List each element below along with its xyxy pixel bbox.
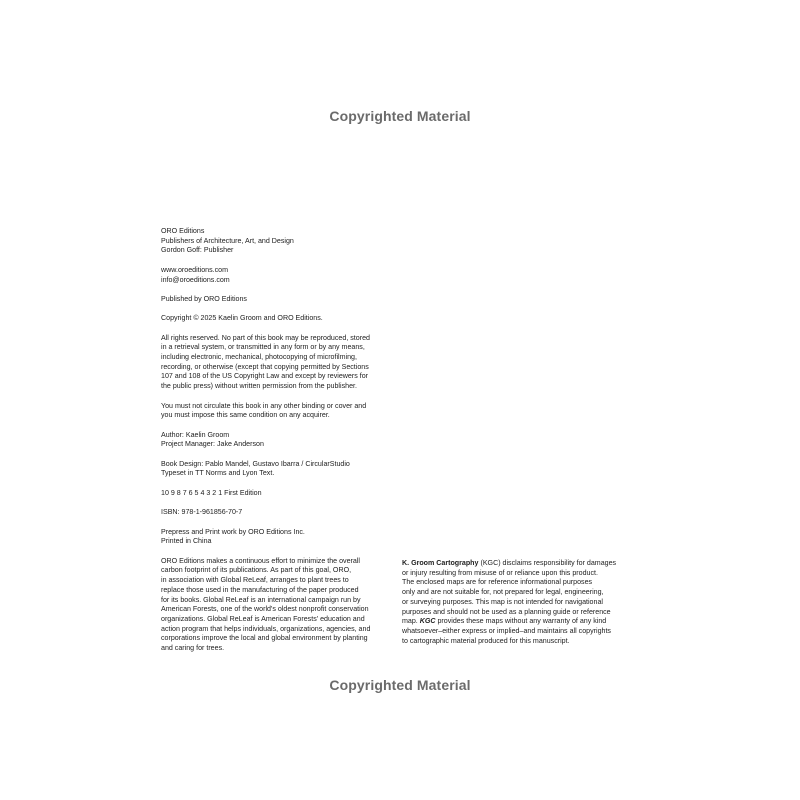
publisher-head: Gordon Goff: Publisher bbox=[161, 246, 234, 255]
book-design-credit: Book Design: Pablo Mandel, Gustavo Ibarra / CircularStudio bbox=[161, 459, 350, 468]
isbn-line: ISBN: 978-1-961856-70-7 bbox=[161, 508, 243, 517]
cartographer-abbr: (KGC) bbox=[480, 559, 501, 567]
web-block bbox=[161, 266, 391, 285]
published-by: Published by ORO Editions bbox=[161, 294, 247, 303]
rights-paragraph: All rights reserved. No part of this book may be reproduced, stored in a retrieval system, or transmitted in any form or by any means, including electronic, mechanical, photocopying of microfilming, recording, or otherwise (except that copying permitted by Sections 107 and 108 of the US Copyright Law and except by reviewers for the public press) without written permission from the publisher. bbox=[161, 333, 370, 391]
watermark-top: Copyrighted Material bbox=[329, 108, 471, 124]
email-link[interactable]: info@oroeditions.com bbox=[161, 275, 230, 284]
cartographer-name: K. Groom Cartography bbox=[402, 559, 479, 567]
printing-line: 10 9 8 7 6 5 4 3 2 1 First Edition bbox=[161, 488, 262, 497]
disclaimer-line-7: map. KGC provides these maps without any warranty of any kind bbox=[402, 617, 607, 626]
project-manager-credit: Project Manager: Jake Anderson bbox=[161, 440, 264, 449]
kgc-abbr: KGC bbox=[419, 617, 436, 626]
credits-block bbox=[161, 431, 391, 450]
typeset-credit: Typeset in TT Norms and Lyon Text. bbox=[161, 469, 275, 478]
publisher-tagline: Publishers of Architecture, Art, and Design bbox=[161, 236, 294, 245]
environment-paragraph: ORO Editions makes a continuous effort to minimize the overall carbon footprint of its publications. As part of this goal, ORO, in association with Global ReLeaf, arranges to plant trees to replace those used in the manufacturing of the paper produced for its books. Global ReLeaf is an international campaign run by American Forests, one of the world's oldest nonprofit conservation organizations. Global ReLeaf is American Forests' education and action program that helps individuals, organizations, agencies, and corporations improve the local and global environment by planting and caring for trees. bbox=[161, 556, 371, 653]
prepress-block: Prepress and Print work by ORO Editions Inc. Printed in China bbox=[161, 527, 305, 546]
website-link[interactable]: www.oroeditions.com bbox=[161, 265, 229, 274]
copyright-line: Copyright © 2025 Kaelin Groom and ORO Editions. bbox=[161, 314, 323, 323]
circulation-paragraph: You must not circulate this book in any other binding or cover and you must impose this same condition on any acquirer. bbox=[161, 401, 367, 420]
disclaimer-line-1: K. Groom Cartography (KGC) disclaims responsibility for damages bbox=[402, 559, 617, 567]
publisher-block bbox=[161, 227, 391, 256]
author-credit: Author: Kaelin Groom bbox=[161, 430, 230, 439]
cartography-disclaimer: K. Groom Cartography (KGC) disclaims responsibility for damages or injury resulting from misuse of or reliance upon this product. The enclosed maps are for reference informational purposes only and are not suitable for, not prepared for legal, engineering, or surveying purposes. This map is not intended for navigational purposes and should not be used as a planning guide or reference map. KGC provides these maps without any warranty of any kind whatsoever–either express or implied–and maintains all copyrights to cartographic material produced for this manuscript. bbox=[402, 559, 632, 646]
imprint-column bbox=[161, 227, 391, 663]
publisher-name: ORO Editions bbox=[161, 227, 205, 235]
design-block bbox=[161, 460, 391, 479]
watermark-bottom: Copyrighted Material bbox=[329, 677, 471, 693]
